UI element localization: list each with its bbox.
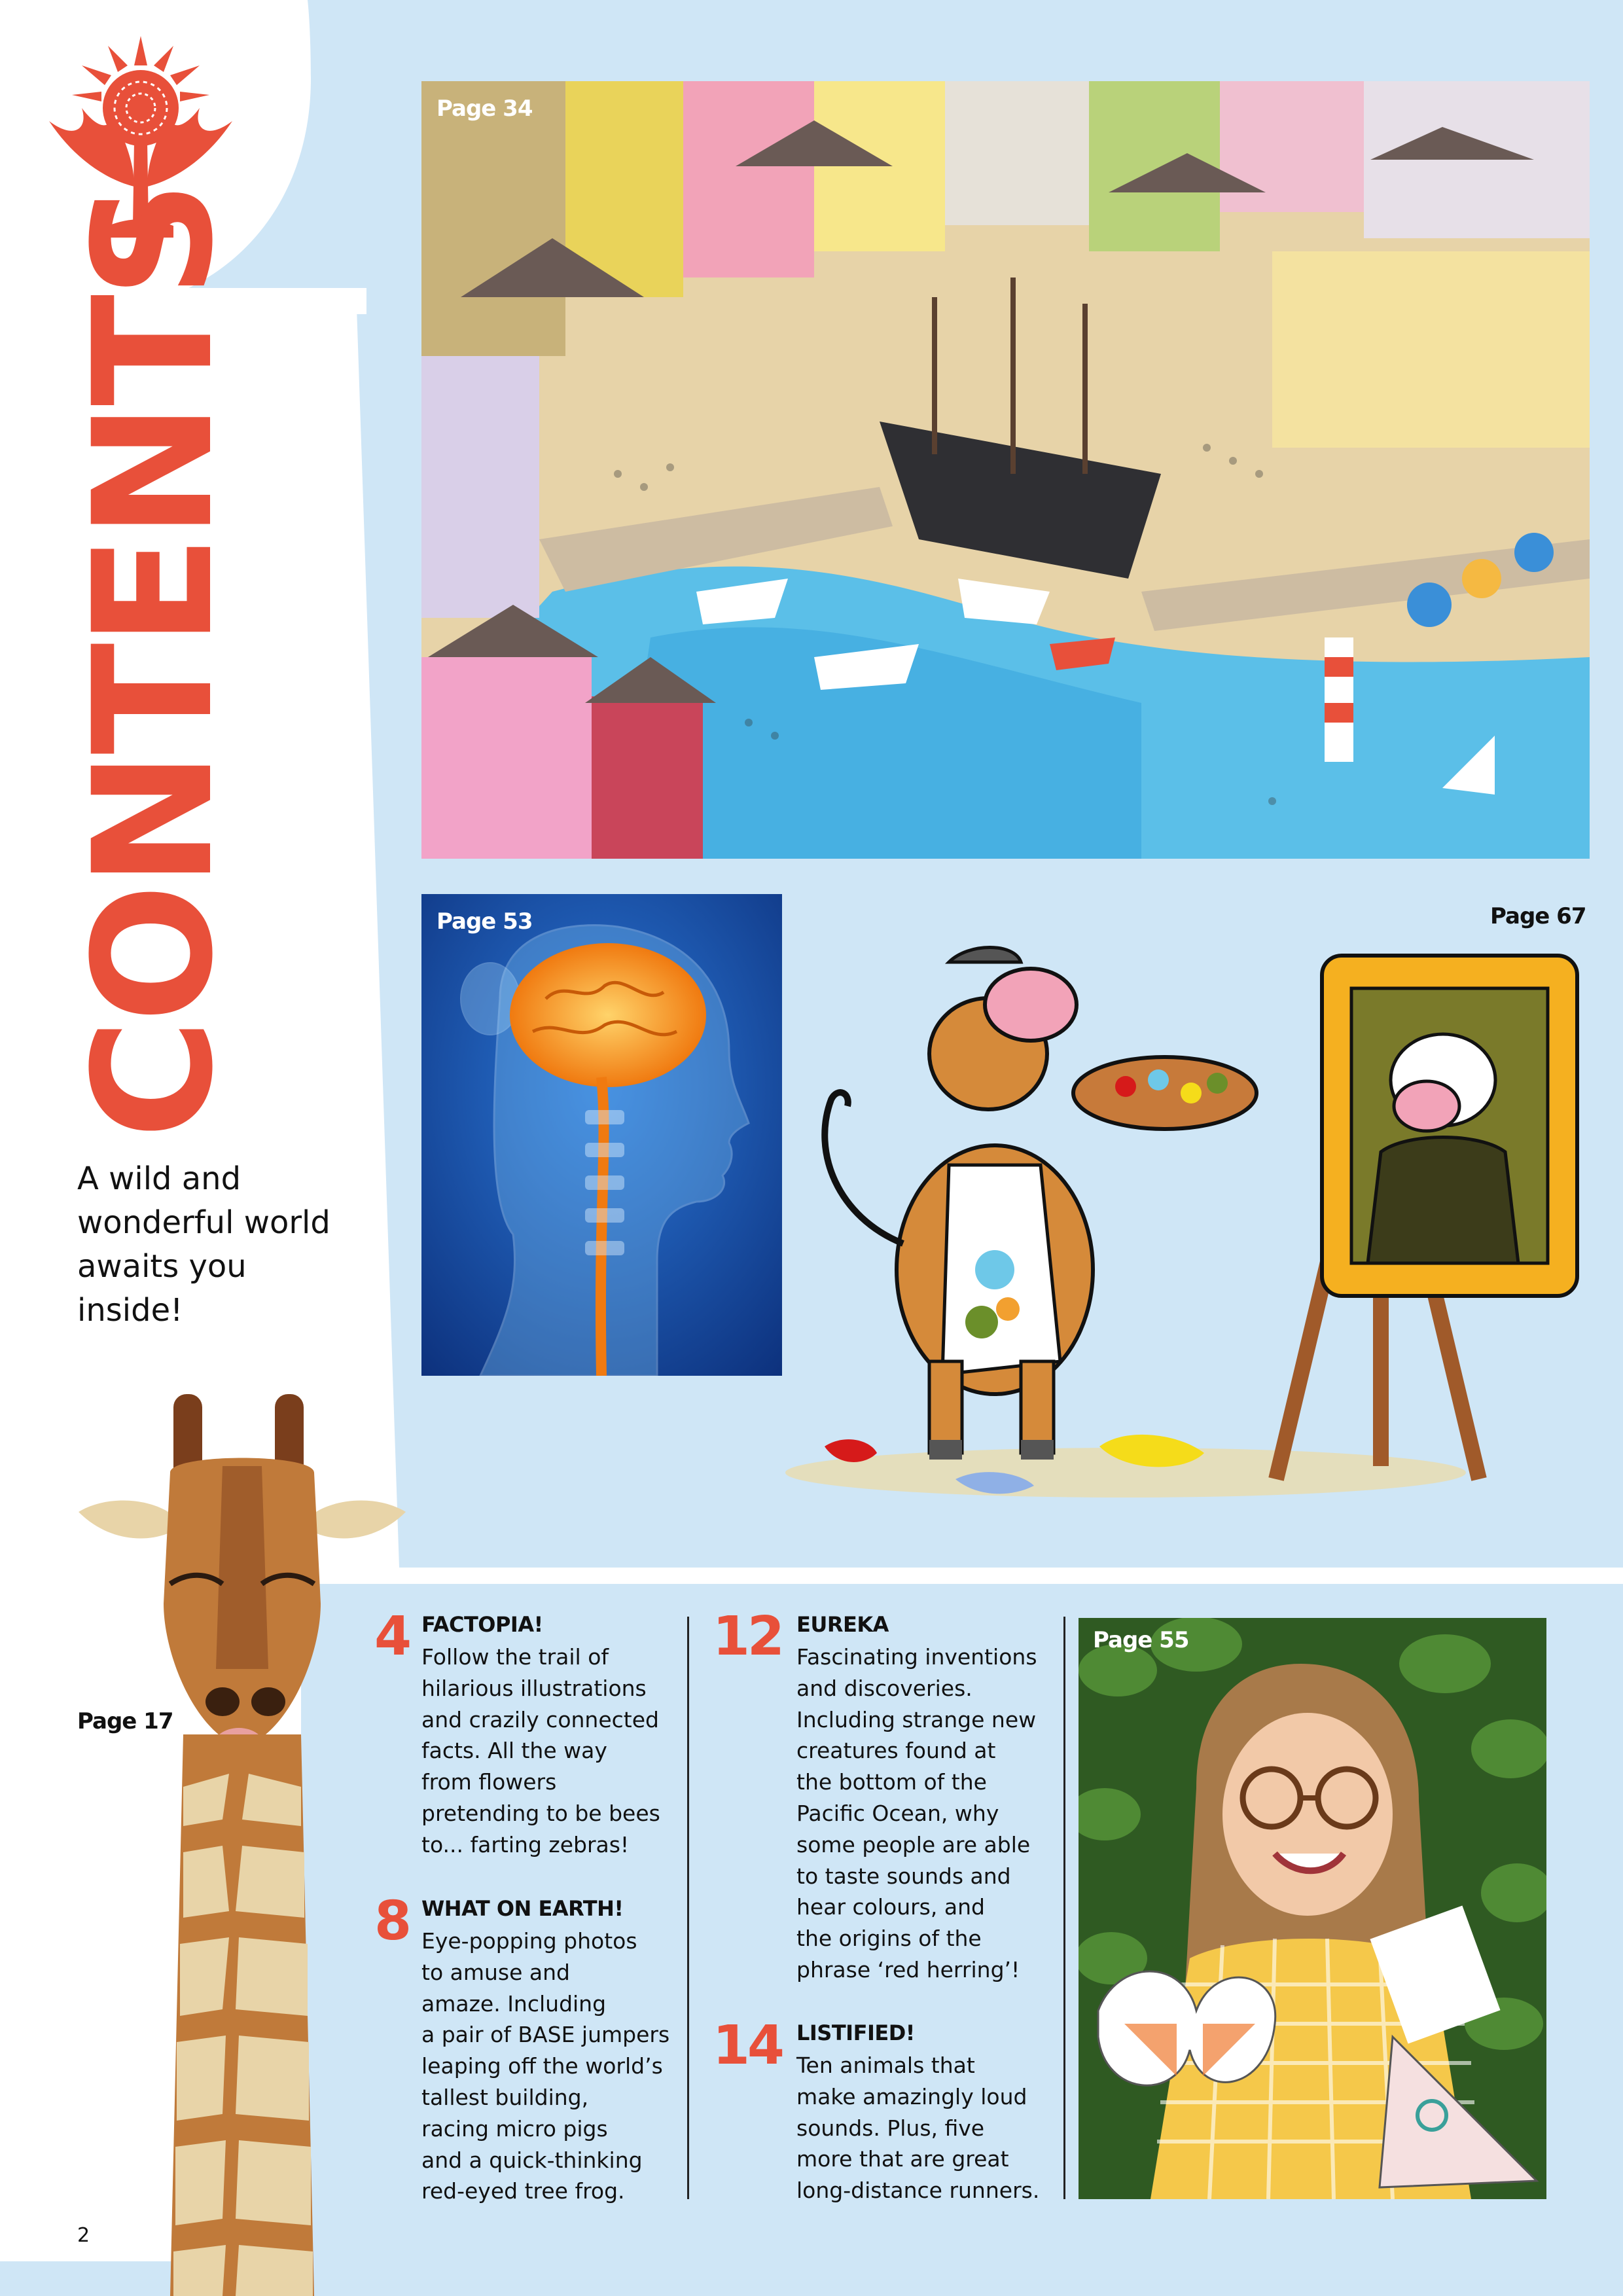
page-title: CONTENTS [58,184,249,1139]
giraffe-illustration [72,1394,412,2296]
entry-number: 8 [374,1890,409,1952]
harbour-town-illustration [421,81,1590,859]
page-number: 2 [77,2224,90,2247]
intro-text: A wild and wonderful world awaits you inside! [77,1160,330,1329]
brain-xray-photo [421,894,782,1376]
entry-description: Eye-popping photos to amuse and amaze. Including a pair of BASE jumpers leaping off the world’s tallest building, racing micro pigs and a quick-thinking red-eyed tree frog. [421,1928,670,2204]
page-label: Page 34 [437,96,533,122]
entry-number: 4 [374,1605,409,1668]
entry-title: LISTIFIED! [796,2020,915,2045]
entry-description: Ten animals that make amazingly loud sounds. Plus, five more that are great long-distance runners. [796,2053,1040,2204]
entry-title: FACTOPIA! [421,1612,543,1637]
entry-number: 12 [712,1605,782,1668]
page-label: Page 55 [1093,1627,1189,1653]
girl-with-paper-crafts-photo [1079,1618,1546,2199]
entry-description: Fascinating inventions and discoveries. Including strange new creatures found at the bottom of the Pacific Ocean, why some people are able to taste sounds and hear colours, and the origins of the phrase ‘red herring’! [796,1644,1037,1982]
column-divider [687,1617,689,2199]
column-divider [1063,1617,1065,2199]
page-label: Page 53 [437,908,533,935]
entry-number: 14 [712,2015,782,2077]
page-label: Page 17 [77,1708,173,1734]
entry-description: Follow the trail of hilarious illustrations and crazily connected facts. All the way from flowers pretending to be bees to... farting zebras! [421,1644,660,1857]
page-label: Page 67 [1490,903,1586,929]
cow-painter-cartoon [733,903,1603,1505]
entry-title: WHAT ON EARTH! [421,1896,624,1921]
entry-title: EUREKA [796,1612,889,1637]
